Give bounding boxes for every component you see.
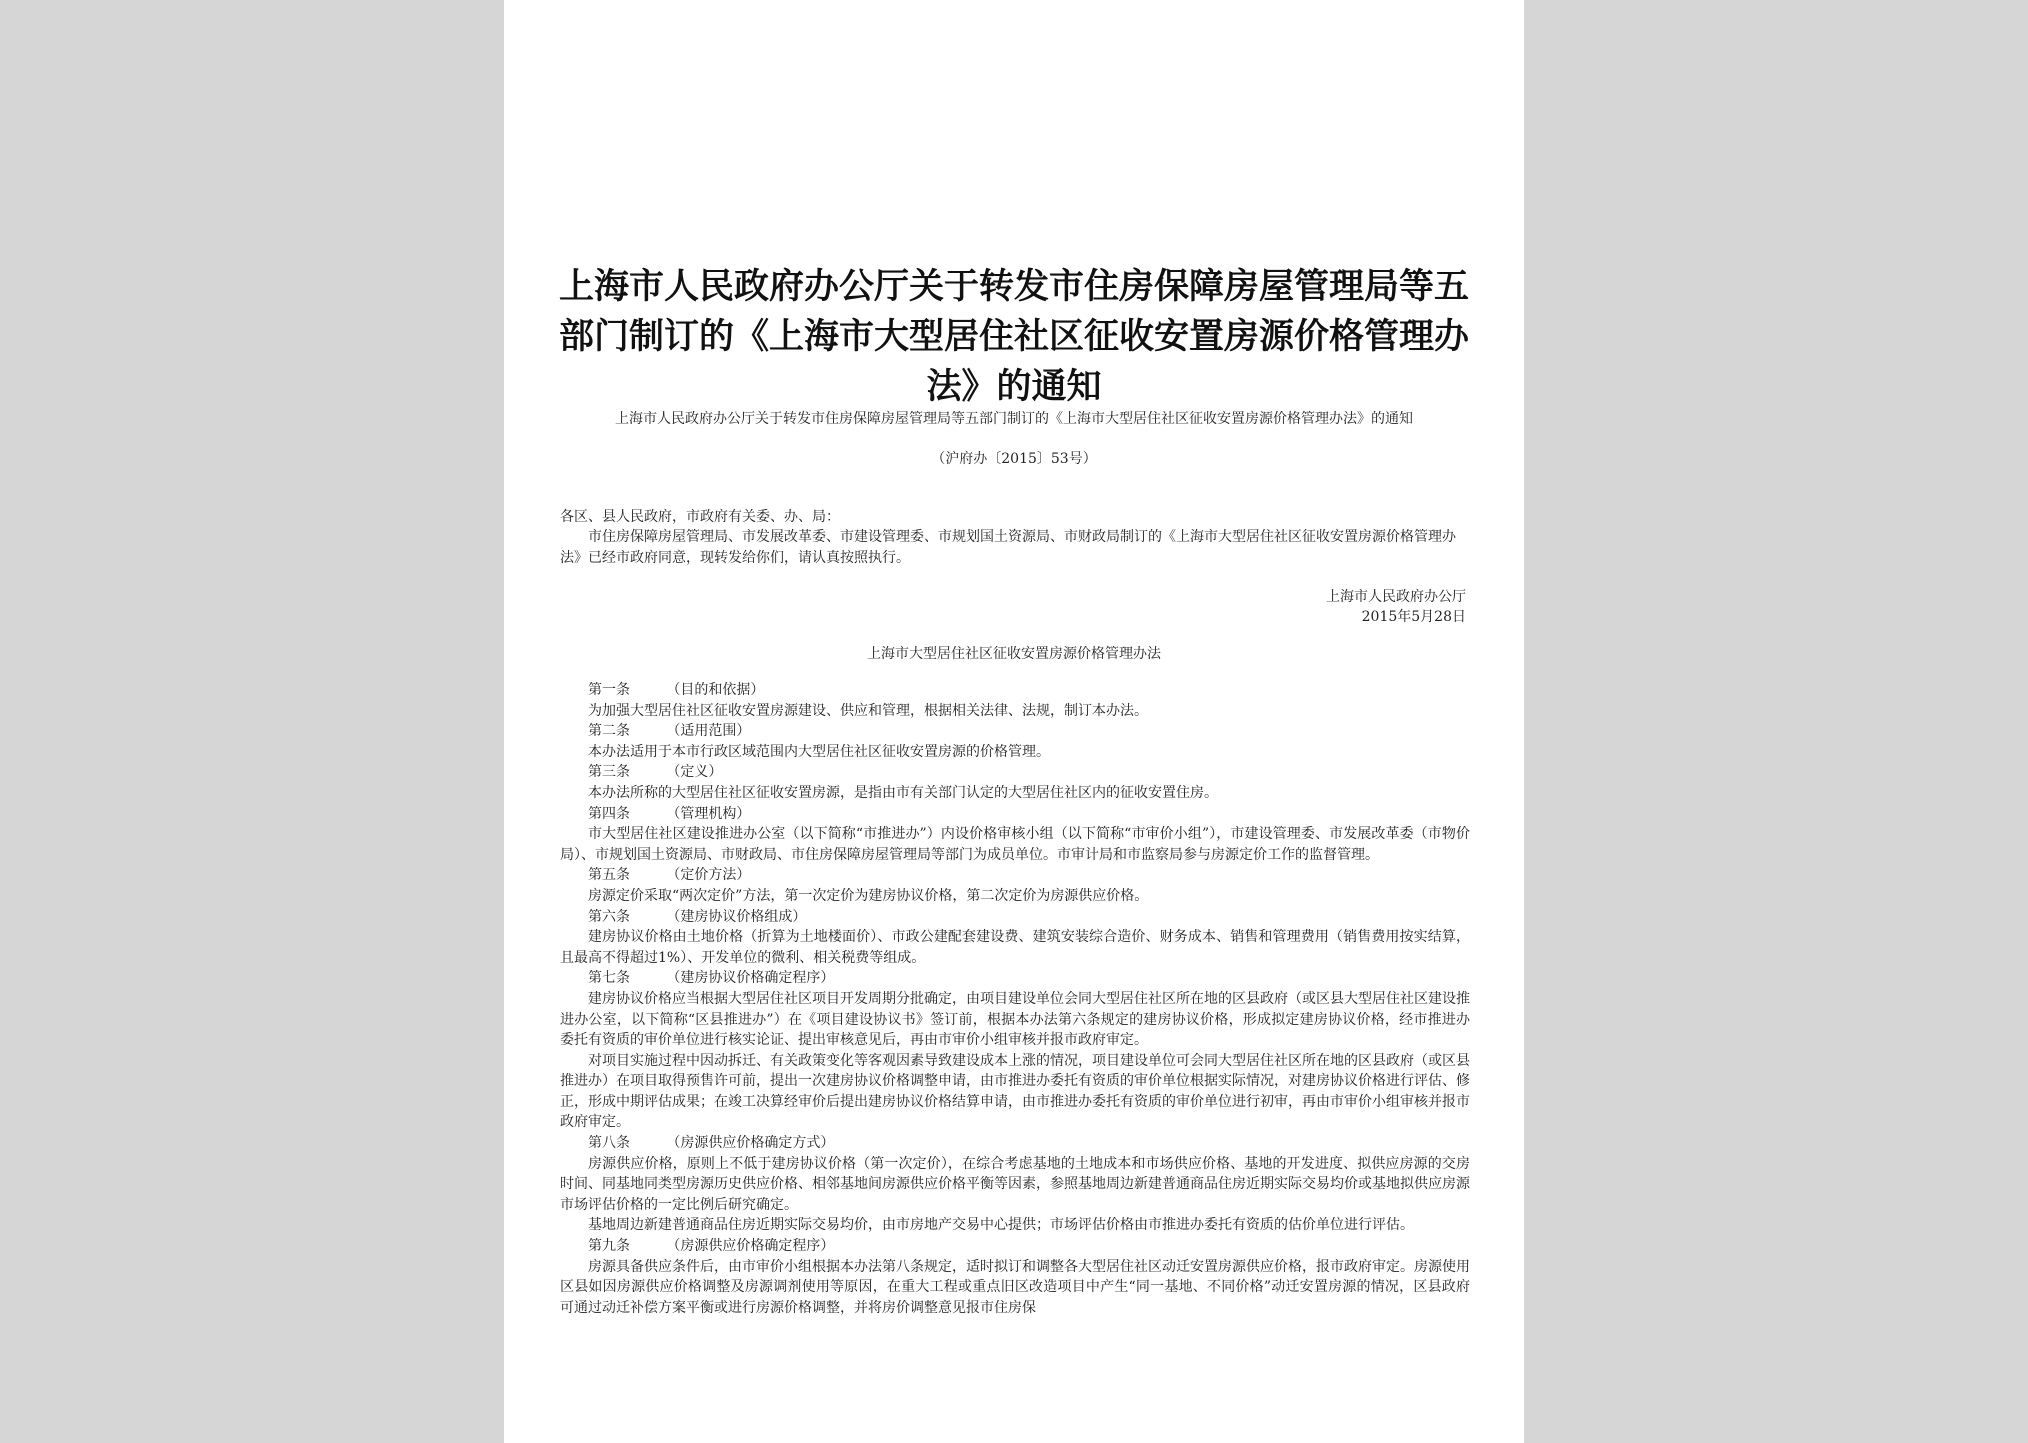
article-number: 第六条 [588,908,630,925]
article-heading [560,907,1470,928]
article-topic: （目的和依据） [666,682,765,698]
article-topic: （定价方法） [666,867,751,884]
articles-list [560,680,1470,1318]
article-number: 第七条 [588,970,630,987]
article-heading [560,1133,1470,1154]
intro-paragraph: 市住房保障房屋管理局、市发展改革委、市建设管理委、市规划国土资源局、市财政局制订的《上海市大型居住社区征收安置房源价格管理办法》已经市政府同意，现转发给你们，请认真按照执行。 [560,529,1456,566]
article-number: 第五条 [588,867,630,884]
article-topic: （建房协议价格组成） [666,908,807,925]
article-topic: （适用范围） [666,723,751,740]
document-page [504,0,1524,1443]
article-paragraph: 房源定价采取“两次定价”方法，第一次定价为建房协议价格，第二次定价为房源供应价格。 [588,887,1149,904]
article-paragraph: 基地周边新建普通商品住房近期实际交易均价，由市房地产交易中心提供；市场评估价格由市推进办委托有资质的估价单位进行评估。 [588,1217,1414,1234]
article-number: 第三条 [588,764,630,781]
article-heading [560,762,1470,783]
article-paragraph: 建房协议价格应当根据大型居住社区项目开发周期分批确定，由项目建设单位会同大型居住社区所在地的区县政府（或区县大型居住社区建设推进办公室，以下简称“区县推进办”）在《项目建设协议书》签订前，根据本办法第六条规定的建房协议价格，形成拟定建房协议价格，经市推进办委托有资质的审价单位进行核实论证、提出审核意见后，再由市审价小组审核并报市政府审定。 [560,990,1470,1049]
article-paragraph: 房源供应价格，原则上不低于建房协议价格（第一次定价），在综合考虑基地的土地成本和市场供应价格、基地的开发进度、拟供应房源的交房时间、同基地同类型房源历史供应价格、相邻基地间房源供应价格平衡等因素，参照基地周边新建普通商品住房近期实际交易均价或基地拟供应房源市场评估价格的一定比例后研究确定。 [560,1155,1470,1213]
article-heading [560,721,1470,742]
article-heading [560,865,1470,886]
document-subtitle: 上海市人民政府办公厅关于转发市住房保障房屋管理局等五部门制订的《上海市大型居住社区征收安置房源价格管理办法》的通知 [615,411,1413,427]
article-paragraph: 本办法适用于本市行政区域范围内大型居住社区征收安置房源的价格管理。 [588,743,1050,760]
article-paragraph: 为加强大型居住社区征收安置房源建设、供应和管理，根据相关法律、法规，制订本办法。 [588,702,1148,719]
article-heading [560,1236,1470,1257]
article-number: 第一条 [588,682,630,698]
article-topic: （建房协议价格确定程序） [666,970,835,987]
article-paragraph: 对项目实施过程中因动拆迁、有关政策变化等客观因素导致建设成本上涨的情况，项目建设单位可会同大型居住社区所在地的区县政府（或区县推进办）在项目取得预售许可前，提出一次建房协议价格调整申请，由市推进办委托有资质的审价单位根据实际情况，对建房协议价格进行评估、修正，形成中期评估成果；在竣工决算经审价后提出建房协议价格结算申请，由市推进办委托有资质的审价单位进行初审，再由市审价小组审核并报市政府审定。 [560,1052,1470,1131]
article-number: 第二条 [588,723,630,740]
signing-date: 2015年5月28日 [1361,609,1466,625]
document-title: 上海市人民政府办公厅关于转发市住房保障房屋管理局等五部门制订的《上海市大型居住社区征收安置房源价格管理办法》的通知 [558,266,1469,407]
article-paragraph: 房源具备供应条件后，由市审价小组根据本办法第八条规定，适时拟订和调整各大型居住社区动迁安置房源供应价格，报市政府审定。房源使用区县如因房源供应价格调整及房源调剂使用等原因，在重大工程或重点旧区改造项目中产生“同一基地、不同价格”动迁安置房源的情况，区县政府可通过动迁补偿方案平衡或进行房源价格调整，并将房价调整意见报市住房保 [560,1258,1470,1316]
article-topic: （定义） [666,764,723,781]
article-heading [560,680,1470,701]
measures-title: 上海市大型居住社区征收安置房源价格管理办法 [867,646,1161,662]
article-number: 第四条 [588,805,630,822]
article-number: 第九条 [588,1238,630,1255]
article-topic: （管理机构） [666,805,751,822]
document-number: （沪府办〔2015〕53号） [931,451,1097,467]
article-topic: （房源供应价格确定程序） [666,1238,835,1255]
signing-organization: 上海市人民政府办公厅 [1326,589,1466,605]
article-heading [560,804,1470,825]
article-topic: （房源供应价格确定方式） [666,1135,835,1152]
article-number: 第八条 [588,1135,630,1152]
article-heading [560,968,1470,989]
article-paragraph: 本办法所称的大型居住社区征收安置房源，是指由市有关部门认定的大型居住社区内的征收安置住房。 [588,784,1218,801]
article-paragraph: 市大型居住社区建设推进办公室（以下简称“市推进办”）内设价格审核小组（以下简称“市审价小组”），市建设管理委、市发展改革委（市物价局）、市规划国土资源局、市财政局、市住房保障房屋管理局等部门为成员单位。市审计局和市监察局参与房源定价工作的监督管理。 [560,826,1470,863]
salutation: 各区、县人民政府，市政府有关委、办、局： [560,509,840,525]
article-paragraph: 建房协议价格由土地价格（折算为土地楼面价）、市政公建配套建设费、建筑安装综合造价、财务成本、销售和管理费用（销售费用按实结算，且最高不得超过1%）、开发单位的微利、相关税费等组成。 [560,929,1470,966]
